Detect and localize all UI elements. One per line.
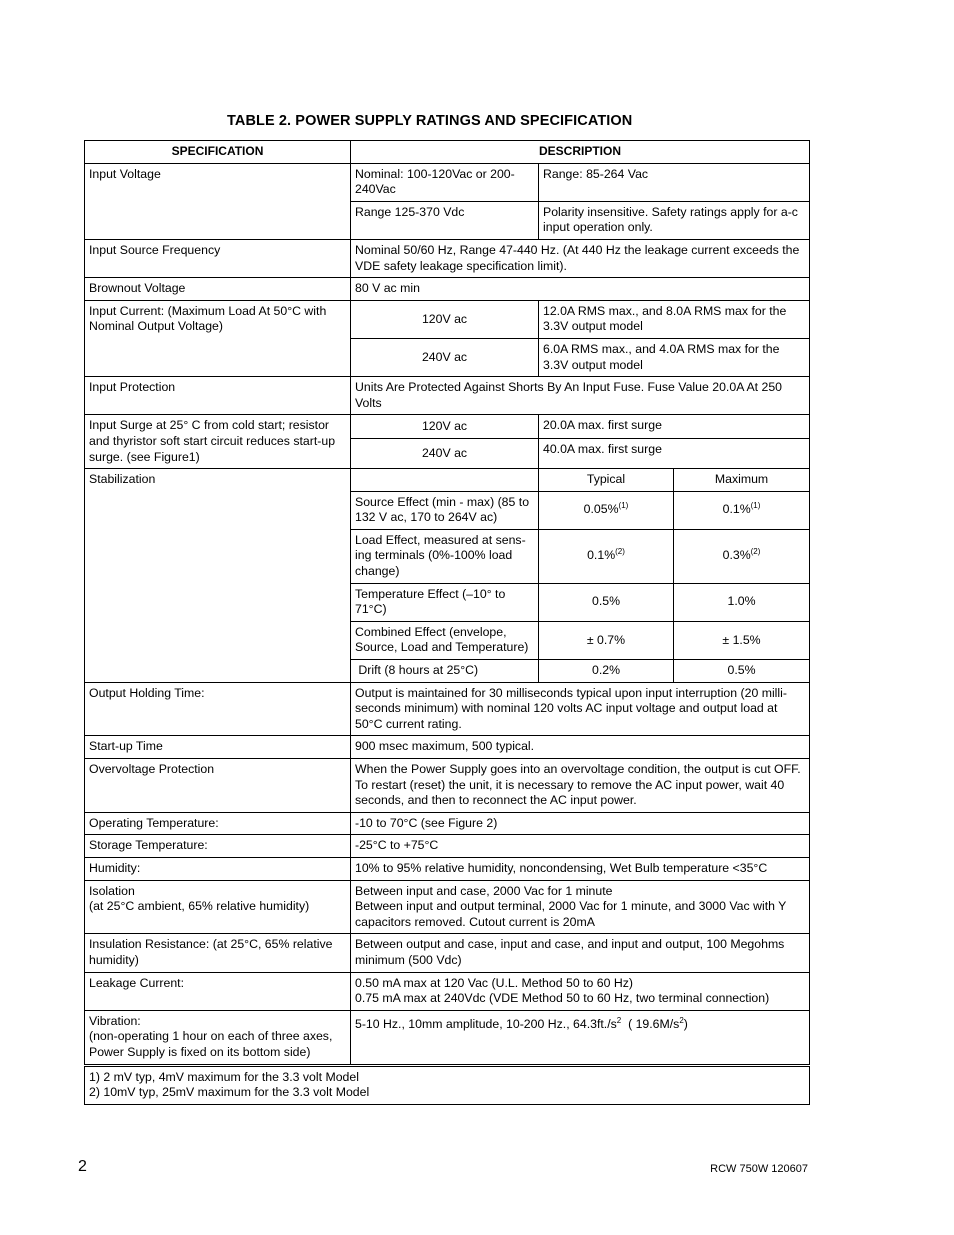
storage-temp-label: Storage Temperature: <box>85 835 351 858</box>
operating-temp-desc: -10 to 70°C (see Figure 2) <box>351 812 810 835</box>
input-voltage-polarity: Polarity insensitive. Safety ratings apply for a-c input operation only. <box>539 201 810 239</box>
combined-effect-typ: ± 0.7% <box>539 621 674 659</box>
input-current-d1: 12.0A RMS max., and 8.0A RMS max for the 3.3V output model <box>539 300 810 338</box>
isolation-desc <box>351 880 810 934</box>
input-surge-v1: 120V ac <box>351 415 539 439</box>
input-current-label: Input Current: (Maximum Load At 50°C with Nominal Output Voltage) <box>85 300 351 376</box>
source-effect-typ: 0.05%$^{(1)}$ <box>539 491 674 529</box>
isolation-label <box>85 880 351 934</box>
startup-time-desc: 900 msec maximum, 500 typical. <box>351 736 810 759</box>
source-frequency-desc: Nominal 50/60 Hz, Range 47-440 Hz. (At 440 Hz the leakage current exceeds the VDE safety leakage specification limit). <box>351 239 810 277</box>
table-row <box>85 377 810 415</box>
stabilization-blank <box>351 469 539 492</box>
col-typical: Typical <box>539 469 674 492</box>
source-effect-label: Source Effect (min - max) (85 to 132 V ac, 170 to 264V ac) <box>351 491 539 529</box>
table-row <box>85 759 810 813</box>
load-effect-typ: 0.1%$^{(2)}$ <box>539 529 674 583</box>
footnote-row <box>85 1065 810 1104</box>
table-row <box>85 835 810 858</box>
table-row <box>85 972 810 1010</box>
col-maximum: Maximum <box>674 469 810 492</box>
insulation-label: Insulation Resistance: (at 25°C, 65% relative humidity) <box>85 934 351 972</box>
spec-table <box>84 140 810 1105</box>
ovp-label: Overvoltage Protection <box>85 759 351 813</box>
input-voltage-label: Input Voltage <box>85 163 351 239</box>
table-row <box>85 857 810 880</box>
header-desc: DESCRIPTION <box>351 141 810 164</box>
footnote-2: 2) 10mV typ, 25mV maximum for the 3.3 volt Model <box>89 1085 370 1100</box>
footnote-1: 1) 2 mV typ, 4mV maximum for the 3.3 volt Model <box>89 1069 359 1084</box>
source-frequency-label: Input Source Frequency <box>85 239 351 277</box>
vibration-label-2: (non-operating 1 hour on each of three axes, Power Supply is fixed on its bottom side) <box>89 1029 333 1059</box>
combined-effect-label: Combined Effect (envelope, Source, Load and Temperature) <box>351 621 539 659</box>
temp-effect-max: 1.0% <box>674 583 810 621</box>
input-current-v1: 120V ac <box>351 300 539 338</box>
table-row <box>85 682 810 736</box>
holding-time-label: Output Holding Time: <box>85 682 351 736</box>
load-effect-max: 0.3%$^{(2)}$ <box>674 529 810 583</box>
document-id: RCW 750W 120607 <box>710 1163 808 1175</box>
vibration-label <box>85 1010 351 1065</box>
input-surge-d2: 40.0A max. first surge <box>539 439 810 469</box>
isolation-desc-1: Between input and case, 2000 Vac for 1 minute <box>355 883 613 898</box>
leakage-label: Leakage Current: <box>85 972 351 1010</box>
table-row <box>85 736 810 759</box>
isolation-label-1: Isolation <box>89 883 135 898</box>
leakage-desc-1: 0.50 mA max at 120 Vac (U.L. Method 50 to 60 Hz) <box>355 975 633 990</box>
page-number: 2 <box>78 1158 87 1175</box>
header-spec: SPECIFICATION <box>85 141 351 164</box>
storage-temp-desc: -25°C to +75°C <box>351 835 810 858</box>
table-row <box>85 278 810 301</box>
input-current-d2: 6.0A RMS max., and 4.0A RMS max for the 3.3V output model <box>539 338 810 376</box>
table-row <box>85 880 810 934</box>
temp-effect-typ: 0.5% <box>539 583 674 621</box>
vibration-label-1: Vibration: <box>89 1013 141 1028</box>
table-row <box>85 239 810 277</box>
table-row <box>85 1010 810 1065</box>
footnotes <box>85 1065 810 1104</box>
table-title: TABLE 2. POWER SUPPLY RATINGS AND SPECIFICATION <box>227 113 633 129</box>
isolation-desc-2: Between input and output terminal, 2000 Vac for 1 minute, and 3000 Vac with Y capacitors removed. Cutout current is 20mA <box>355 899 787 929</box>
table-row <box>85 300 810 338</box>
humidity-desc: 10% to 95% relative humidity, noncondensing, Wet Bulb temperature <35°C <box>351 857 810 880</box>
drift-max: 0.5% <box>674 660 810 683</box>
table-row <box>85 415 810 439</box>
input-voltage-range: Range: 85-264 Vac <box>539 163 810 201</box>
input-surge-d1: 20.0A max. first surge <box>539 415 810 439</box>
leakage-desc-2: 0.75 mA max at 240Vdc (VDE Method 50 to 60 Hz, two terminal connection) <box>355 991 770 1006</box>
input-voltage-dc: Range 125-370 Vdc <box>351 201 539 239</box>
isolation-label-2: (at 25°C ambient, 65% relative humidity) <box>89 899 310 914</box>
vibration-desc: 5-10 Hz., 10mm amplitude, 10-200 Hz., $64.3ft./s^2$ ( $19.6M/s^2$) <box>351 1010 810 1065</box>
combined-effect-max: ± 1.5% <box>674 621 810 659</box>
ovp-desc: When the Power Supply goes into an overvoltage condition, the output is cut OFF. To restart (reset) the unit, it is necessary to remove the AC input power, wait 40 seconds, and then to reconnect the AC input power. <box>351 759 810 813</box>
brownout-desc: 80 V ac min <box>351 278 810 301</box>
input-protection-label: Input Protection <box>85 377 351 415</box>
leakage-desc <box>351 972 810 1010</box>
input-surge-v2: 240V ac <box>351 439 539 469</box>
input-voltage-nominal: Nominal: 100-120Vac or 200-240Vac <box>351 163 539 201</box>
drift-typ: 0.2% <box>539 660 674 683</box>
temp-effect-label: Temperature Effect (–10° to 71°C) <box>351 583 539 621</box>
startup-time-label: Start-up Time <box>85 736 351 759</box>
input-current-v2: 240V ac <box>351 338 539 376</box>
table-row <box>85 469 810 492</box>
table-row <box>85 934 810 972</box>
table-row <box>85 812 810 835</box>
brownout-label: Brownout Voltage <box>85 278 351 301</box>
input-surge-label: Input Surge at 25° C from cold start; resistor and thyristor soft start circuit reduces start-up surge. (see Figure1) <box>85 415 351 469</box>
table-row <box>85 163 810 201</box>
input-protection-desc: Units Are Protected Against Shorts By An Input Fuse. Fuse Value 20.0A At 250 Volts <box>351 377 810 415</box>
stabilization-label: Stabilization <box>85 469 351 683</box>
load-effect-label: Load Effect, measured at sens-ing terminals (0%-100% load change) <box>351 529 539 583</box>
humidity-label: Humidity: <box>85 857 351 880</box>
drift-label: Drift (8 hours at 25°C) <box>351 660 539 683</box>
operating-temp-label: Operating Temperature: <box>85 812 351 835</box>
source-effect-max: 0.1%$^{(1)}$ <box>674 491 810 529</box>
insulation-desc: Between output and case, input and case, and input and output, 100 Megohms minimum (500 Vdc) <box>351 934 810 972</box>
holding-time-desc: Output is maintained for 30 milliseconds typical upon input interruption (20 milli-seconds minimum) with nominal 120 volts AC input voltage and output load at 50°C current rating. <box>351 682 810 736</box>
header-row <box>85 141 810 164</box>
